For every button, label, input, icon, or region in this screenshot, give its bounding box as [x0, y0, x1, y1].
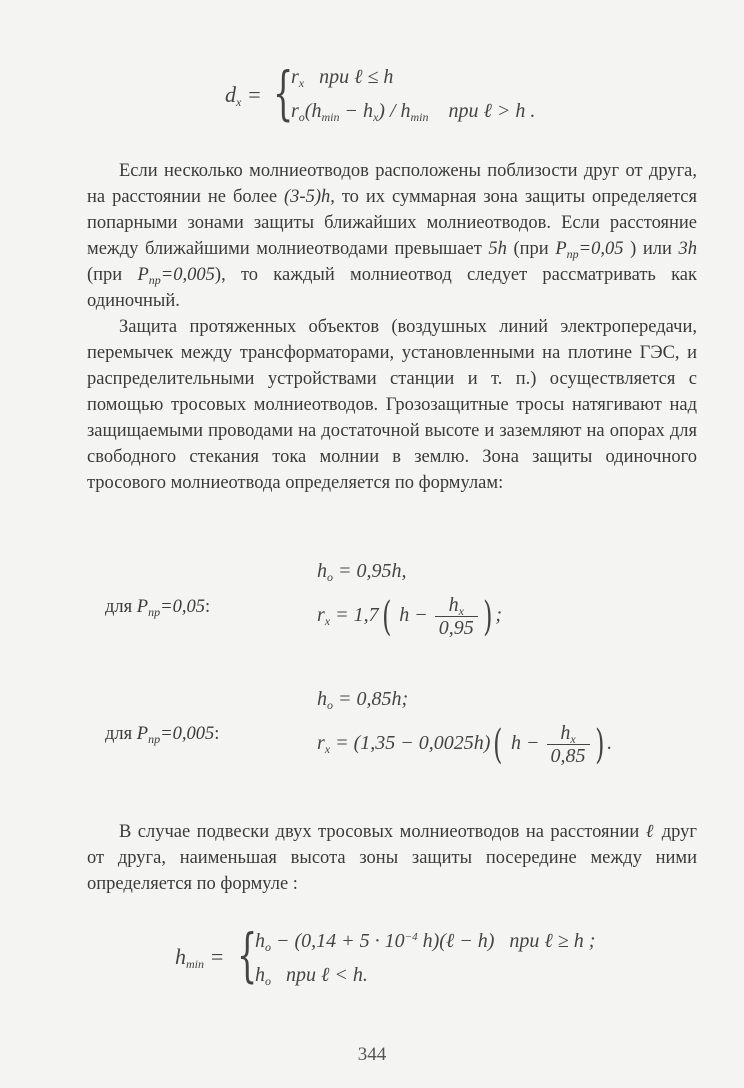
formula-hmin-brace: {	[237, 921, 258, 989]
formula-h0-085: $h_o = 0,85h$;	[317, 688, 409, 712]
page-number: 344	[357, 1044, 387, 1065]
formula-dx-brace: {	[273, 59, 294, 127]
label-p005: для $P_{пр}=0,05$:	[105, 597, 211, 619]
formula-rx-0005: $r_x = (1,35 - 0,0025h)$( h − $\frac{h_x}{0,85}$ ) .	[317, 721, 613, 768]
paragraph-3: В случае подвески двух тросовых молниеотводов на расстоянии ℓ друг от друга, наименьшая высота зоны защиты посередине между ними определяется по формуле :	[87, 822, 697, 894]
formula-rx-005: $r_x = 1,7$( h − $\frac{h_x}{0,95}$ ) ;	[317, 593, 503, 640]
formula-dx-lhs: $d_x$ =	[225, 82, 262, 109]
formula-h0-095: $h_o = 0,95h$,	[317, 560, 407, 584]
formula-hmin-lhs: $h_{min}$ =	[175, 944, 225, 971]
rx-0005-prefix: $r_x = (1,35 - 0,0025h)$	[317, 732, 491, 757]
formula-dx-row2: $r_o(h_{min} - h_x) / h_{min}$ при ℓ > h .	[291, 100, 536, 124]
formula-hmin-row2: $h_o$ при ℓ < h.	[255, 964, 368, 988]
formula-hmin-row1: $h_o - (0,14 + 5 \cdot 10^{-4}$ h)(ℓ − h) при ℓ ≥ h ;	[255, 930, 596, 954]
rx-005-prefix: $r_x = 1,7$	[317, 604, 379, 629]
formula-dx	[225, 59, 585, 132]
rx-0005-fraction: $\frac{h_x}{0,85}$	[547, 722, 590, 767]
paragraph-1: Если несколько молниеотводов расположены поблизости друг от друга, на расстоянии не более (3-5)h, то их суммарная зона защиты определяется попарными зонами защиты ближайших молниеотводов. Если расстояние между ближайшими молниеотводами превышает 5h (при $P_{пр}=0,05$ ) или 3h (при $P_{пр}=0,005$), то каждый молниеотвод следует рассматривать как одиночный.	[87, 161, 698, 311]
rx-005-fraction: $\frac{h_x}{0,95}$	[435, 594, 478, 639]
formula-hmin	[175, 922, 645, 992]
paragraph-2: Защита протяженных объектов (воздушных линий электропередачи, перемычек между трансформаторами, установленными на плотине ГЭС, и распределительными устройствами станции и т. п.) осуществляется с помощью тросовых молниеотводов. Грозозащитные тросы натягивают над защищаемыми проводами на достаточной высоте и заземляют на опорах для свободного стекания тока молнии в землю. Зона защиты одиночного тросового молниеотвода определяется по формулам:	[87, 317, 697, 493]
formula-dx-row1: $r_x$ при ℓ ≤ h	[291, 66, 394, 90]
label-p0005: для $P_{пр}=0,005$:	[105, 724, 220, 746]
